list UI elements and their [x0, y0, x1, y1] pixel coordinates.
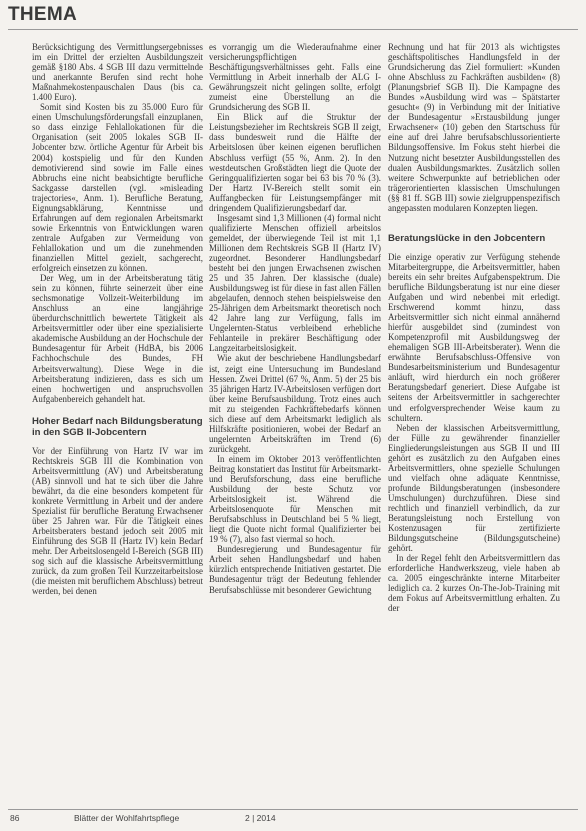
paragraph: Somit sind Kosten bis zu 35.000 Euro für einen Umschulungsförderungsfall einzuplanen, so dass einzige Fehlallokationen für die Organisation (seit 2005 lokales SGB II-Jobcenter bzw. örtliche Agentur für Arbeit bis 2004) kostspielig und für den Kunden demotivierend sind sowie im Falle eines Abbruchs eine nicht beabsichtigte berufliche Sackgasse darstellen (vgl. »misleading trajectories«, Anm. 1). Berufliche Beratung, Eignungsabklärung, Kenntnisse und Erfahrungen auf dem regionalen Arbeitsmarkt sowie Erkenntnis von Entwicklungen waren zentrale Aufgaben zur Vermeidung von Fehlallokation und um die zunehmenden finanziellen Mittel gezielt, sachgerecht, erfolgreich einsetzen zu können.: [32, 102, 203, 274]
paragraph: In der Regel fehlt den Arbeitsvermittlern das erforderliche Handwerkszeug, viele haben ab ca. 2005 eingeschränkte interne Mitarbeiter lediglich ca. 2 kurzes On-The-Job-Training mit dem Fokus auf Arbeitsvermittlung erhalten. Zu der: [388, 553, 560, 614]
page-footer: [8, 809, 578, 825]
paragraph: Die einzige operativ zur Verfügung stehende Mitarbeitergruppe, die Arbeitsvermittler, haben bereits ein sehr breites Aufgabenspektrum. Die berufliche Bildungsberatung ist nur eine dieser Aufgaben und wird nebenbei mit erledigt. Erschwerend kommt hinzu, dass Arbeitsvermittler sich nicht einmal annähernd hierfür ausgebildet sind (zumindest von Kompetenzprofil mit Ausbildungsweg der ehemaligen SGB III-Arbeitsberater). Wenn die erwähnte Berufsabschluss-Offensive von Bundesarbeitsministerium und Bundesagentur anläuft, wird hierdurch ein noch größerer Beratungsbedarf generiert. Diese Aufgabe ist seitens der Arbeitsvermittler in sachgerechter und erfolgversprechender Weise kaum zu schultern.: [388, 251, 560, 423]
header-divider: [8, 29, 578, 30]
paragraph: Insgesamt sind 1,3 Millionen (4) formal nicht qualifizierte Menschen offiziell arbeitslos gemeldet, der überwiegende Teil ist mit 1,1 Millionen dem Rechtskreis SGB II (Hartz IV) zugeordnet. Besonderer Handlungsbedarf besteht bei den jungen Erwachsenen zwischen 25 und 35 Jahren. Der klassische (duale) Ausbildungsweg ist für diese in fast allen Fällen abgelaufen, dennoch stehen beispielsweise den 25-Jährigen dem Arbeitsmarkt theoretisch noch 42 Jahre lang zur Verfügung, falls im Ungelernten-Status verbleibend erhebliche Fehlanteile in prekärer Beschäftigung oder Langzeitarbeitslosigkeit.: [209, 212, 381, 354]
issue-number: 2 | 2014: [245, 813, 276, 823]
paragraph: es vorrangig um die Wiederaufnahme einer versicherungspflichtigen Beschäftigungsverhältnisses geht. Falls eine Vermittlung in Arbeit innerhalb der ALG I-Gewährungszeit nicht gelingen sollte, erfolgt zumeist eine Überstellung an die Grundsicherung des SGB II.: [209, 42, 381, 113]
section-title: THEMA: [8, 4, 78, 25]
paragraph: Berücksichtigung des Vermittlungsergebnisses im ein Drittel der erzielten Ausbildungszeit gemäß §180 Abs. 4 SGB III dazu vermittelnde und anerkannte Berufen sind recht hohe Maßnahmekostenpauschalen Daus (bis ca. 1.400 Euro).: [32, 42, 203, 103]
paragraph: Der Weg, um in der Arbeitsberatung tätig sein zu können, führte seinerzeit über eine sechsmonatige Vollzeit-Weiterbildung im Anschluss an eine langjährige überdurchschnittlich bewertete Tätigkeit als Arbeitsvermittler oder über eine spezialisierte akademische Ausbildung an der Hochschule der Bundesagentur für Arbeit (HdBA, bis 2006 Fachhochschule des Bundes, FH Arbeitsverwaltung). Diese Wege in die Arbeitsberatung indizieren, dass es sich um einen hochwertigen und anspruchsvollen Aufgabenbereich gehandelt hat.: [32, 273, 203, 404]
footer-divider: [8, 809, 578, 810]
paragraph: Rechnung und hat für 2013 als wichtigstes geschäftspolitisches Handlungsfeld in der Grundsicherung das Ziel formuliert: »Kunden ohne Abschluss zu Fachkräften ausbilden« (8) (Planungsbrief SGB II). Die Kampagne des Bundes »Ausbildung wird was – Spätstarter gesucht« (9) in Verbindung mit der Initiative der Bundesagentur »Erstausbildung junger Erwachsener« (10) geben den Startschuss für eine auf drei Jahre berufsabschlussorientierte Bildungsoffensive. Im Fokus steht hierbei die Nutzung nicht besetzter Ausbildungsstellen des dualen Ausbildungsmarktes. Zusätzlich sollen weitere Schwerpunkte auf betrieblichen oder trägerorientierten klassischen Umschulungen (§§ 81 ff. SGB III) sowie zielgruppenspezifisch angepassten modularen Konzepten liegen.: [388, 42, 560, 213]
page-number: 86: [10, 813, 20, 823]
paragraph: Vor der Einführung von Hartz IV war im Rechtskreis SGB III die Kombination von Arbeitsvermittlung (AV) und Arbeitsberatung (AB) sinnvoll und hat te sich über die Jahre bewährt, da die eine besonders kompetent für konkrete Vermittlung in Arbeit und der andere Spezialist für berufliche Beratung Erwachsener über 25 Jahren war. Für die Tätigkeit eines Arbeitsberaters bestand jedoch seit 2005 mit Einführung des SGB II (Hartz IV) kein Bedarf mehr. Der Arbeitslosengeld I-Bereich (SGB III) sog sich auf die klassische Arbeitsvermittlung zurück, da zum großen Teil Kurzzeitarbeitslose (die meisten mit beruflichem Abschluss) betreut werden, bei denen: [32, 445, 203, 597]
text-column-2: [209, 42, 381, 595]
page-header: [0, 0, 586, 33]
text-column-1: [32, 42, 203, 596]
paragraph: In einem im Oktober 2013 veröffentlichten Beitrag konstatiert das Institut für Arbeitsmarkt- und Berufsforschung, dass eine berufliche Ausbildung der beste Schutz vor Arbeitslosigkeit ist. Während die Arbeitslosenquote für Menschen mit Berufsabschluss in Deutschland bei 5 % liegt, liegt die Quote nicht formal Qualifizierter bei 19 % (7), also fast viermal so hoch.: [209, 453, 381, 545]
subheading-beratungsluecke: Beratungslücke in den Jobcentern: [388, 232, 546, 244]
paragraph: Wie akut der beschriebene Handlungsbedarf ist, zeigt eine Untersuchung im Bundesland Hessen. Zwei Drittel (67 %, Anm. 5) der 25 bis 35 jährigen Hartz IV-Arbeitslosen verfügen dort über keine Berufsausbildung. Trotz eines auch mit zu steigenden Fachkräftebedarfs können sich diese auf dem Arbeitsmarkt lediglich als Hilfskräfte positionieren, wobei der Bedarf an ungelernten Arbeitskräften im Trend (6) zurückgeht.: [209, 353, 381, 454]
paragraph: Ein Blick auf die Struktur der Leistungsbezieher im Rechtskreis SGB II zeigt, dass bundesweit rund die Hälfte der Arbeitslosen über keinen eigenen beruflichen Abschluss verfügt (55 %, Anm. 2). In den westdeutschen Großstädten liegt die Quote der Geringqualifizierten sogar bei 63 bis 70 % (3). Der Hartz IV-Bereich stellt somit ein Auffangbecken für Leistungsempfänger mit dringendem Qualifizierungsbedarf dar.: [209, 112, 381, 213]
text-column-3: [388, 42, 560, 613]
paragraph: Bundesregierung und Bundesagentur für Arbeit sehen Handlungsbedarf und haben kürzlich entsprechende Initiativen gestartet. Die Bundesagentur trägt der Bedeutung fehlender Berufsabschlüsse mit besonderer Gewichtung: [209, 544, 381, 595]
subheading-bildungsberatung: Hoher Bedarf nach Bildungsberatung in den SGB II-Jobcentern: [32, 415, 203, 438]
journal-name: Blätter der Wohlfahrtspflege: [74, 813, 180, 823]
paragraph: Neben der klassischen Arbeitsvermittlung, der Fülle zu gewährender finanzieller Eingliederungsleistungen aus SGB II und III gehört es zusätzlich zu den Aufgaben eines Arbeitsvermittlers, ohne spezielle Schulungen und vielfach ohne adäquate Kenntnisse, profunde Bildungsberatungen (insbesondere Umschulungen) durchzuführen. Diese sind rechtlich und finanziell verbindlich, da zur Beratungsleistung noch Erstellung von Kostenzusagen für zertifizierte Bildungsgutscheine (Bildungsgutscheine) gehört.: [388, 422, 560, 554]
